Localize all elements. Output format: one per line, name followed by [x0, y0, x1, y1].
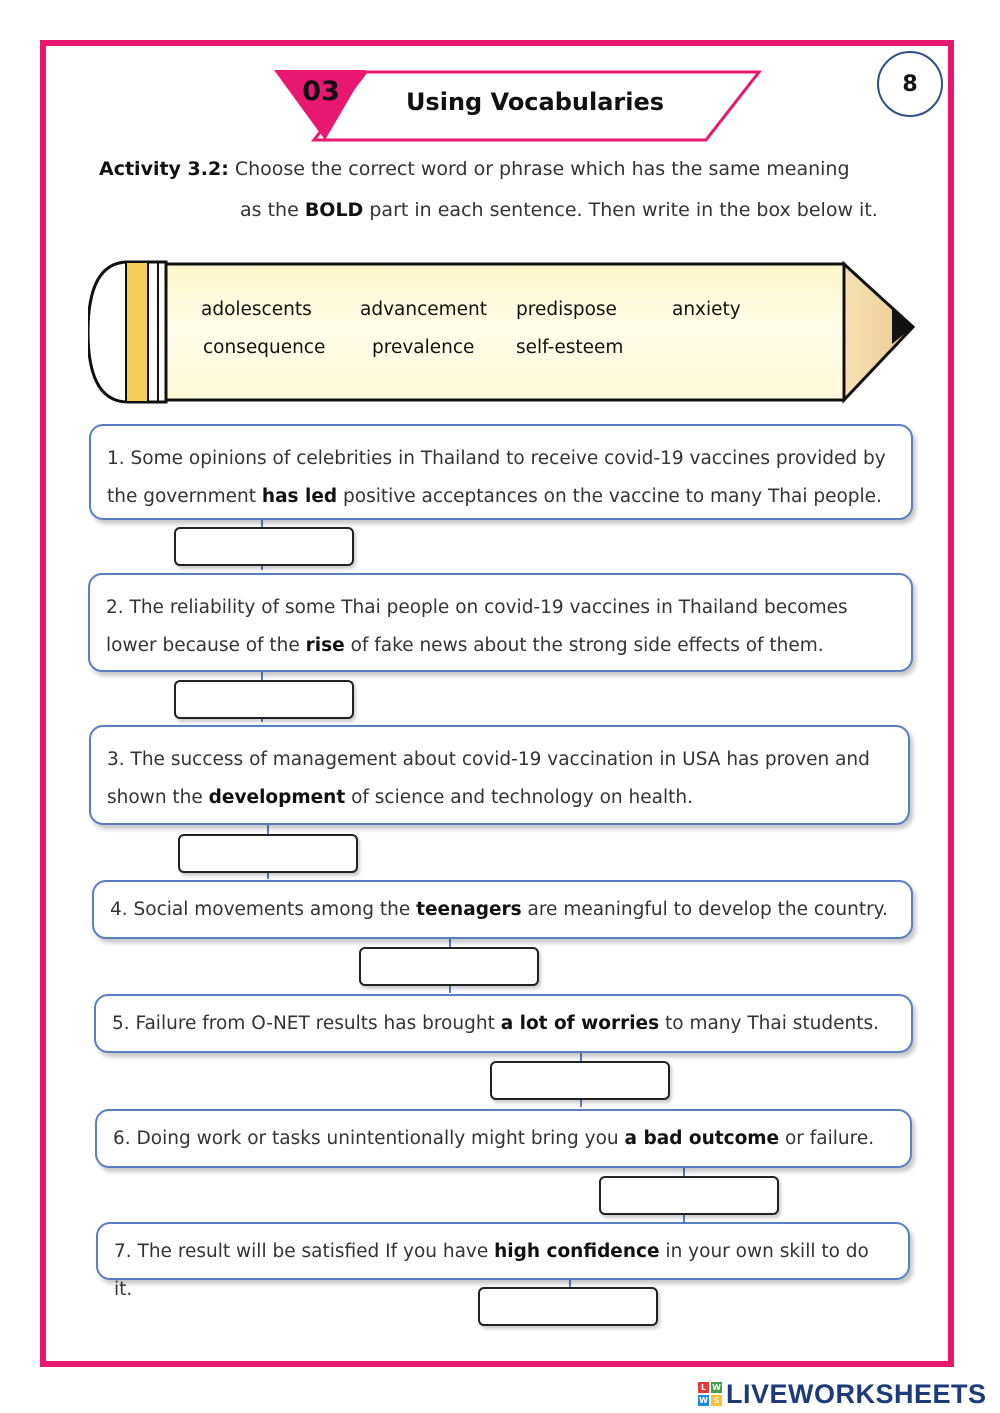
- page-number: 8: [877, 51, 943, 117]
- logo-mark-letter: S: [711, 1395, 722, 1406]
- logo-text: LIVEWORKSHEETS: [726, 1378, 987, 1409]
- question-3: 3. The success of management about covid-19 vaccination in USA has proven and shown the development of science and technology on health.: [89, 725, 910, 825]
- logo-mark-letter: W: [699, 1396, 708, 1405]
- answer-input-3[interactable]: [178, 834, 358, 873]
- question-5: 5. Failure from O-NET results has brought a lot of worries to many Thai students.: [94, 994, 913, 1053]
- word-bank-item: predispose: [516, 299, 617, 320]
- answer-input-1[interactable]: [174, 527, 354, 566]
- activity-label: Activity 3.2:: [99, 158, 229, 180]
- word-bank-item: anxiety: [672, 299, 741, 320]
- logo-mark-letter: L: [698, 1382, 709, 1393]
- logo-mark-icon: [698, 1382, 722, 1406]
- word-bank-item: advancement: [360, 299, 488, 320]
- question-7: 7. The result will be satisfied If you have high confidence in your own skill to do it.: [96, 1222, 910, 1280]
- word-bank-item: prevalence: [372, 337, 475, 358]
- word-bank-item: self-esteem: [516, 337, 624, 358]
- question-4: 4. Social movements among the teenagers are meaningful to develop the country.: [92, 880, 913, 939]
- word-bank-item: adolescents: [201, 299, 312, 320]
- question-1: 1. Some opinions of celebrities in Thailand to receive covid-19 vaccines provided by the government has led positive acceptances on the vaccine to many Thai people.: [89, 424, 913, 520]
- word-bank-item: consequence: [203, 337, 326, 358]
- unit-number: 03: [302, 76, 340, 107]
- answer-input-2[interactable]: [174, 680, 354, 719]
- liveworksheets-logo[interactable]: [698, 1378, 987, 1410]
- logo-mark-letter: W: [712, 1383, 721, 1392]
- question-2: 2. The reliability of some Thai people on covid-19 vaccines in Thailand becomes lower because of the rise of fake news about the strong side effects of them.: [88, 573, 913, 672]
- page-title: Using Vocabularies: [405, 88, 665, 116]
- question-6: 6. Doing work or tasks unintentionally might bring you a bad outcome or failure.: [95, 1109, 912, 1168]
- answer-input-4[interactable]: [359, 947, 539, 986]
- instruction-line-2: as the BOLD part in each sentence. Then write in the box below it.: [240, 199, 878, 221]
- instruction-line-1: Activity 3.2: Choose the correct word or phrase which has the same meaning: [99, 158, 850, 180]
- answer-input-6[interactable]: [599, 1176, 779, 1215]
- answer-input-7[interactable]: [478, 1287, 658, 1326]
- answer-input-5[interactable]: [490, 1061, 670, 1100]
- pencil-icon: [88, 258, 918, 408]
